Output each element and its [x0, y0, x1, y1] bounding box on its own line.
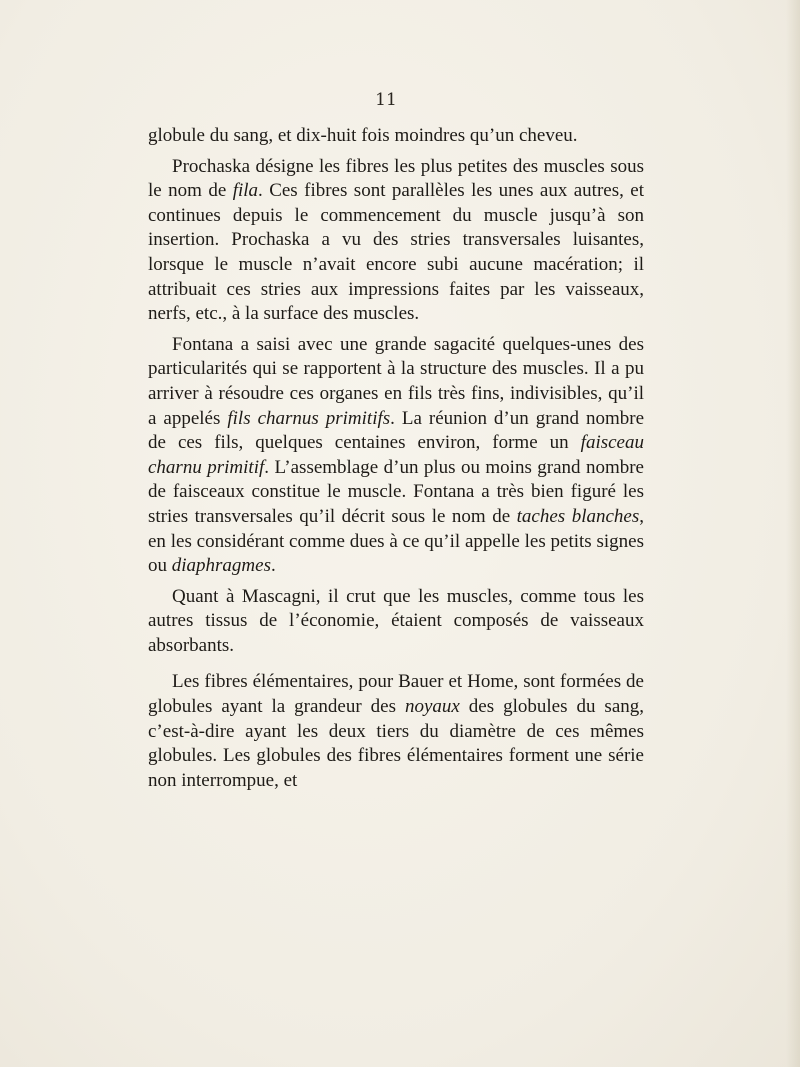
italic-term: diaphragmes: [171, 555, 271, 577]
italic-term: noyaux: [404, 696, 460, 718]
text-segment: . Ces fibres sont parallèles les unes aux autres, et continues depuis le commencement du muscle jusqu’à son insertion. Prochaska a vu des stries transversales luisantes, lorsque le muscle n’avait encore subi aucune macération; il attribuait ces stries aux impressions faites par les vaisseaux, nerfs, etc., à la surface des muscles.: [148, 180, 644, 325]
text-segment: Prochaska désigne les fibres les plus petites des muscles sous le nom de: [148, 155, 644, 202]
page-edge-shadow: [786, 0, 800, 1067]
text-segment: des globules du sang, c’est-à-dire ayant les deux tiers du diamètre de ces mêmes globules. Les globules des fibres élémentaires forment une série non interrompue, et: [148, 696, 644, 791]
italic-term: taches blanches: [516, 505, 640, 527]
paragraph-5: [148, 670, 644, 793]
paragraph-4: [148, 585, 644, 659]
text-segment: globule du sang, et dix-huit fois moindres qu’un cheveu.: [148, 125, 578, 146]
italic-term: fila: [232, 180, 259, 202]
text-segment: , en les considérant comme dues à ce qu’il appelle les petits signes ou: [148, 505, 644, 577]
text-segment: Quant à Mascagni, il crut que les muscles, comme tous les autres tissus de l’économie, étaient composés de vaisseaux absorbants.: [148, 585, 644, 656]
paragraph-3: [148, 333, 644, 579]
page-number: 11: [375, 90, 397, 110]
italic-term: faisceau charnu primitif: [148, 432, 644, 478]
paragraph-2: [148, 155, 644, 327]
text-segment: . L’assemblage d’un plus ou moins grand nombre de faisceaux constitue le muscle. Fontana a très bien figuré les stries transversales qu’il décrit sous le nom de: [148, 456, 644, 527]
text-segment: Les fibres élémentaires, pour Bauer et Home, sont formées de globules ayant la grandeur des: [148, 671, 644, 718]
text-segment: . La réunion d’un grand nombre de ces fils, quelques centaines environ, forme un: [148, 407, 644, 454]
body-text: [148, 124, 644, 793]
italic-term: fils charnus primitifs: [227, 407, 391, 429]
text-segment: Fontana a saisi avec une grande sagacité quelques-unes des particularités qui se rapportent à la structure des muscles. Il a pu arriver à résoudre ces organes en fils très fins, indivisibles, qu’il a appelés: [148, 333, 644, 429]
paragraph-1: [148, 124, 644, 149]
text-segment: .: [270, 555, 276, 577]
